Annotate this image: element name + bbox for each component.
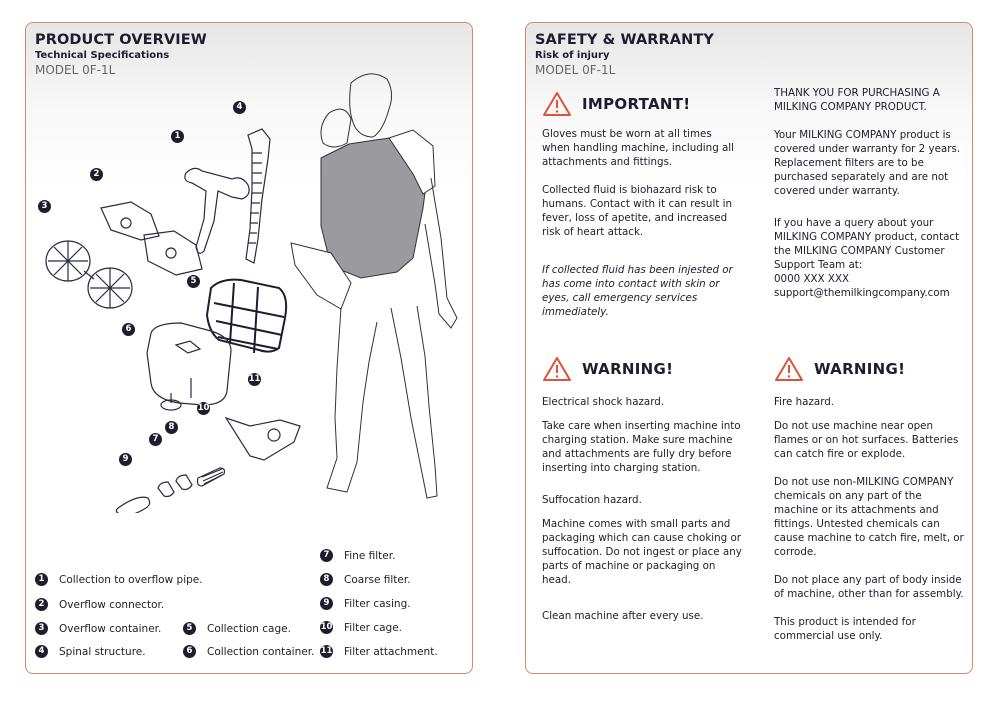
callout-7: 7 bbox=[149, 433, 162, 446]
support-email[interactable]: support@themilkingcompany.com bbox=[774, 287, 950, 299]
legend-item-5: 5 Collection cage. bbox=[183, 622, 291, 635]
page-title: PRODUCT OVERVIEW bbox=[35, 32, 207, 48]
warning-triangle-icon bbox=[542, 356, 572, 382]
warning-electrical-text: Electrical shock hazard. Take care when inserting machine into charging station. Make sure machine and attachments are fully dry before inserting into charging station. Suffocation hazard. Machine comes with small parts and packaging which can cause choking or suffocation. Do not ingest or place any parts of machine or packaging on head. Clean machine after every use. bbox=[542, 396, 742, 622]
callout-2: 2 bbox=[90, 168, 103, 181]
safety-warranty-panel bbox=[525, 22, 973, 674]
legend-item-7: 7 Fine filter. bbox=[320, 549, 395, 562]
page-subtitle: Technical Specifications bbox=[35, 50, 170, 61]
warning-heading-electrical: WARNING! bbox=[542, 356, 673, 382]
important-text: Gloves must be worn at all times when handling machine, including all attachments and fittings. Collected fluid is biohazard risk to humans. Contact with it can result in fever, loss of apetite, and increased risk of heart attack. If collected fluid has been injested or has come into contact with skin or eyes, call emergency services immediately. bbox=[542, 128, 735, 318]
product-overview-panel bbox=[25, 22, 473, 674]
important-heading: IMPORTANT! bbox=[542, 91, 690, 117]
page-subtitle: Risk of injury bbox=[535, 50, 610, 61]
callout-8: 8 bbox=[165, 421, 178, 434]
callout-6: 6 bbox=[122, 323, 135, 336]
legend-item-11: 11 Filter attachment. bbox=[320, 645, 438, 658]
support-phone: 0000 XXX XXX bbox=[774, 273, 850, 285]
callout-1: 1 bbox=[171, 130, 184, 143]
callout-3: 3 bbox=[38, 200, 51, 213]
warning-triangle-icon bbox=[774, 356, 804, 382]
legend-item-10: 10 Filter cage. bbox=[320, 621, 403, 634]
legend-item-1: 1 Collection to overflow pipe. bbox=[35, 573, 203, 586]
warning-heading-fire: WARNING! bbox=[774, 356, 905, 382]
model-number: MODEL 0F-1L bbox=[535, 63, 616, 77]
legend-item-4: 4 Spinal structure. bbox=[35, 645, 146, 658]
callout-10: 10 bbox=[197, 403, 210, 413]
human-figure-illustration bbox=[281, 68, 471, 513]
callout-11: 11 bbox=[248, 374, 261, 384]
warranty-text: THANK YOU FOR PURCHASING A MILKING COMPANY PRODUCT. Your MILKING COMPANY product is covered under warranty for 2 years. Replacement filters are to be purchased separately and are not covered under warranty. If you have a query about your MILKING COMPANY product, contact the MILKING COMPANY Customer Support Team at: 0000 XXX XXX support@themilkingcompany.com bbox=[774, 86, 966, 300]
warning-fire-text: Fire hazard. Do not use machine near open flames or on hot surfaces. Batteries can catch fire or explode. Do not use non-MILKING COMPANY chemicals on any part of the machine or its attachments and fittings. Untested chemicals can cause machine to catch fire, melt, or corrode. Do not place any part of body inside of machine, other than for assembly. This product is intended for commercial use only. bbox=[774, 396, 964, 642]
legend-item-8: 8 Coarse filter. bbox=[320, 573, 411, 586]
callout-9: 9 bbox=[119, 453, 132, 466]
legend-item-9: 9 Filter casing. bbox=[320, 597, 411, 610]
warning-triangle-icon bbox=[542, 91, 572, 117]
legend-item-2: 2 Overflow connector. bbox=[35, 598, 164, 611]
callout-4: 4 bbox=[233, 101, 246, 114]
legend-item-3: 3 Overflow container. bbox=[35, 622, 161, 635]
model-number: MODEL 0F-1L bbox=[35, 63, 116, 77]
callout-5: 5 bbox=[187, 275, 200, 288]
page-title: SAFETY & WARRANTY bbox=[535, 32, 714, 48]
legend-item-6: 6 Collection container. bbox=[183, 645, 314, 658]
